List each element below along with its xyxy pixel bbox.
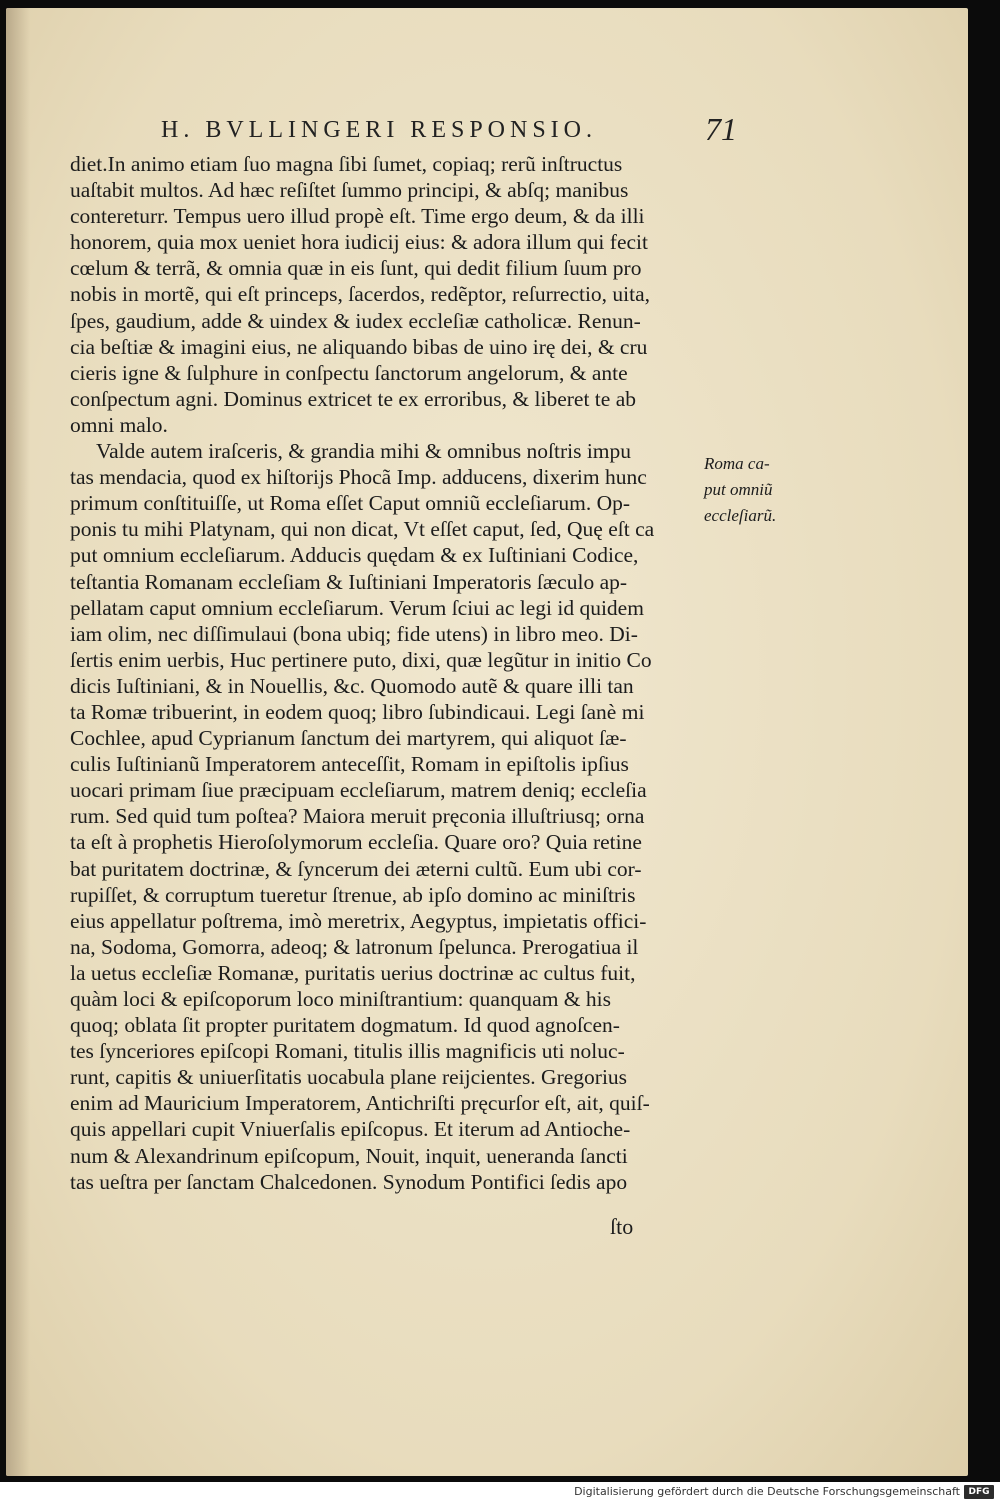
text-line: rupiſſet, & corruptum tueretur ſtrenue, ab ipſo domino ac miniſtris — [70, 882, 636, 907]
text-line: uaſtabit multos. Ad hæc reſiſtet ſummo principi, & abſq; manibus — [70, 178, 629, 203]
text-line: la uetus eccleſiæ Romanæ, puritatis uerius doctrinæ ac cultus fuit, — [70, 960, 636, 985]
text-line: Cochlee, apud Cyprianum ſanctum dei martyrem, qui aliquot ſæ- — [70, 726, 627, 751]
text-line: iam olim, nec diſſimulaui (bona ubiq; fide utens) in libro meo. Di- — [70, 621, 638, 646]
main-text-block — [70, 151, 704, 1195]
text-line: diet.In animo etiam ſuo magna ſibi ſumet, copiaq; rerũ inſtructus — [70, 152, 623, 176]
text-line: quoq; oblata ſit propter puritatem dogmatum. Id quod agnoſcen- — [70, 1013, 620, 1038]
text-line: tes ſynceriores epiſcopi Romani, titulis illis magnificis uti noluc- — [70, 1039, 625, 1064]
text-line: honorem, quia mox ueniet hora iudicij eius: & adora illum qui fecit — [70, 230, 648, 255]
text-line: eius appellatur poſtrema, imò meretrix, Aegyptus, impietatis offici- — [70, 908, 647, 933]
text-line: cieris igne & ſulphure in conſpectu ſanctorum angelorum, & ante — [70, 360, 628, 385]
text-line: quàm loci & epiſcoporum loco miniſtrantium: quanquam & his — [70, 987, 611, 1011]
text-line: bat puritatem doctrinæ, & ſyncerum dei æterni cultũ. Eum ubi cor- — [70, 856, 642, 881]
marginal-note-line: put omniũ — [704, 480, 773, 500]
text-line: na, Sodoma, Gomorra, adeoq; & latronum ſpelunca. Prerogatiua il — [70, 934, 639, 959]
text-line: ſpes, gaudium, adde & uindex & iudex eccleſiæ catholicæ. Renun- — [70, 308, 641, 333]
text-line: pellatam caput omnium eccleſiarum. Verum ſciui ac legi id quidem — [70, 595, 644, 620]
text-line: uocari primam ſiue præcipuam eccleſiarum, matrem deniq; eccleſia — [70, 778, 647, 803]
text-line: conſpectum agni. Dominus extricet te ex erroribus, & liberet te ab — [70, 386, 636, 411]
dfg-logo-icon: DFG — [964, 1485, 994, 1499]
text-line: contereturr. Tempus uero illud propè eſt. Time ergo deum, & da illi — [70, 204, 645, 229]
text-line: omni malo. — [70, 412, 168, 437]
text-line: nobis in mortẽ, qui eſt princeps, ſacerdos, redẽptor, reſurrectio, uita, — [70, 282, 651, 307]
page-number: 71 — [705, 111, 737, 147]
text-line: tas ueſtra per ſanctam Chalcedonen. Synodum Pontifici ſedis apo — [70, 1169, 628, 1194]
text-line: enim ad Mauricium Imperatorem, Antichriſti pręcurſor eſt, ait, quiſ- — [70, 1091, 650, 1116]
text-line: rum. Sed quid tum poſtea? Maiora meruit pręconia illuſtriusq; orna — [70, 804, 645, 829]
digitization-footer — [0, 1482, 1000, 1502]
text-line: ſertis enim uerbis, Huc pertinere puto, dixi, quæ legũtur in initio Co — [70, 647, 652, 672]
text-line: dicis Iuſtiniani, & in Nouellis, &c. Quomodo autẽ & quare illi tan — [70, 673, 634, 698]
funding-credit: Digitalisierung gefördert durch die Deutsche Forschungsgemeinschaft — [574, 1485, 960, 1498]
text-line: Valde autem iraſceris, & grandia mihi & omnibus noſtris impu — [96, 439, 632, 464]
text-line: put omnium eccleſiarum. Adducis quędam & ex Iuſtiniani Codice, — [70, 543, 639, 568]
text-line: num & Alexandrinum epiſcopum, Nouit, inquit, ueneranda ſancti — [70, 1143, 628, 1168]
catchword: ſto — [610, 1214, 634, 1239]
text-line: quis appellari cupit Vniuerſalis epiſcopus. Et iterum ad Antioche- — [70, 1117, 631, 1142]
running-title: H. BVLLINGERI RESPONSIO. — [161, 117, 598, 143]
marginal-note-line: eccleſiarũ. — [704, 506, 777, 526]
running-header — [161, 113, 761, 149]
text-line: ta eſt à prophetis Hieroſolymorum eccleſia. Quare oro? Quia retine — [70, 830, 642, 855]
text-line: runt, capitis & uniuerſitatis uocabula plane reijcientes. Gregorius — [70, 1065, 628, 1090]
text-line: cia beſtiæ & imagini eius, ne aliquando bibas de uino irę dei, & cru — [70, 334, 648, 359]
text-line: ta Romæ tribuerint, in eodem quoq; libro ſubindicaui. Legi ſanè mi — [70, 699, 645, 724]
page-gutter-shadow — [6, 8, 30, 1476]
text-line: primum conſtituiſſe, ut Roma eſſet Caput omniũ eccleſiarum. Op- — [70, 491, 631, 516]
text-line: teſtantia Romanam eccleſiam & Iuſtiniani Imperatoris ſæculo ap- — [70, 569, 628, 594]
marginal-note-line: Roma ca- — [704, 454, 770, 473]
text-line: ponis tu mihi Platynam, qui non dicat, Vt eſſet caput, ſed, Quę eſt ca — [70, 517, 655, 542]
text-line: cœlum & terrã, & omnia quæ in eis ſunt, qui dedit filium ſuum pro — [70, 256, 642, 281]
marginal-note — [704, 451, 794, 529]
text-line: tas mendacia, quod ex hiſtorijs Phocã Imp. adducens, dixerim hunc — [70, 465, 647, 490]
text-line: culis Iuſtinianũ Imperatorem anteceſſit, Romam in epiſtolis ipſius — [70, 752, 629, 777]
book-page — [6, 8, 968, 1476]
